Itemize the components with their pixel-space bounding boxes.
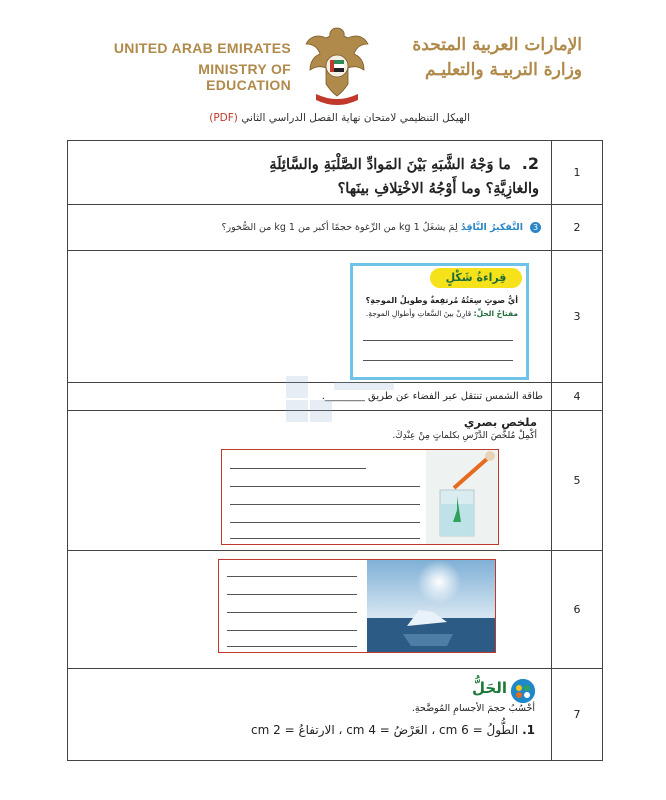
row2-content [68, 205, 552, 251]
critical-thinking-icon: 3 [530, 222, 541, 233]
row1-number: 1 [552, 141, 603, 205]
key-label: مفتاحُ الحلِّ: [473, 309, 518, 318]
row7-content [68, 669, 552, 761]
table-row [68, 669, 603, 761]
answer-line [230, 522, 420, 523]
water-glass-photo [426, 450, 498, 544]
table-row [68, 551, 603, 669]
answer-line [227, 612, 357, 613]
table-row [68, 205, 603, 251]
answer-line [230, 504, 420, 505]
exam-subtitle [150, 112, 470, 124]
header-en-line2: MINISTRY OF EDUCATION [198, 61, 291, 93]
answer-line [230, 468, 366, 469]
row1-q-number: 2. [521, 154, 539, 173]
subtitle-text: الهيكل التنظيمي لامتحان نهاية الفصل الدراسي الثاني [241, 112, 470, 124]
row1-line2: والغازِيَّةِ؟ وما أَوْجُهُ الاخْتِلافِ بينَها؟ [337, 180, 539, 197]
row1-line1: ما وَجْهُ الشَّبَهِ بَيْنَ المَوادِّ الصَّلْبَةِ والسَّائِلَةِ [269, 156, 511, 173]
row2-question [68, 222, 551, 233]
row1-question [68, 144, 551, 201]
visual-summary-instruction: أكْمِلْ مُلخَّصَ الدَّرْسِ بكلماتٍ مِنْ عِنْدِكَ. [392, 431, 537, 441]
subtitle-pdf-tag: (PDF) [209, 112, 238, 124]
answer-line [227, 576, 357, 577]
answer-line [363, 340, 513, 341]
iceberg-photo [367, 560, 495, 652]
solution-item [251, 723, 535, 737]
summary-box-water-density [218, 559, 496, 653]
row7-number: 7 [552, 669, 603, 761]
key-text: قارِنْ بينَ السَّعاتِ وأطوالِ الموجةِ. [365, 309, 472, 318]
header-ar-line2: وزارة التربيـة والتعليـم [425, 60, 582, 80]
row4-question: طاقة الشمس تنتقل عبر الفضاء عن طريق ________. [321, 391, 543, 402]
visual-summary-title: ملخص بصري [463, 415, 537, 429]
row2-label: التَّفكيرُ النَّاقِدُ [460, 222, 523, 233]
answer-line [227, 594, 357, 595]
answer-line [230, 538, 420, 539]
answer-line [227, 646, 357, 647]
answer-line [363, 360, 513, 361]
row3-content [68, 251, 552, 383]
uae-emblem-icon [304, 22, 370, 108]
reading-figure-question: أيُّ صوتٍ سِعَتُهُ مُرتفِعةٌ وطويلُ الموجةِ؟ [365, 296, 518, 305]
row3-number: 3 [552, 251, 603, 383]
row1-content [68, 141, 552, 205]
header-en-line1: UNITED ARAB EMIRATES [113, 40, 291, 56]
row2-text: لِمَ يشغَلُ 1 kg من الرِّغوة حجمًا أكبر من 1 kg من الصُّخور؟ [221, 222, 458, 233]
solution-item-number: 1. [522, 723, 535, 737]
row4-number: 4 [552, 383, 603, 411]
reading-figure-key [358, 309, 518, 318]
exam-structure-table [67, 140, 603, 761]
reading-figure-tab: قِراءةُ شَكْلٍ [430, 268, 522, 288]
row6-number: 6 [552, 551, 603, 669]
reading-figure-box [350, 263, 529, 380]
answer-line [227, 630, 357, 631]
row2-number: 2 [552, 205, 603, 251]
solution-icon [511, 679, 535, 703]
page-header [0, 20, 666, 120]
watermark-logo-icon [276, 372, 406, 442]
table-row [68, 251, 603, 383]
solution-title: الحَلُّ [472, 679, 507, 697]
row6-content [68, 551, 552, 669]
table-row [68, 141, 603, 205]
answer-line [230, 486, 420, 487]
header-ar-line1: الإمارات العربية المتحدة [412, 35, 582, 55]
solution-instruction: أحْسُبُ حجمَ الأجسامِ المُوضَّحةِ. [411, 703, 535, 714]
summary-box-water-properties [221, 449, 499, 545]
solution-item-text: الطُّولُ = 6 cm ، العَرْضُ = 4 cm ، الارتفاعُ = 2 cm [251, 723, 519, 737]
row5-number: 5 [552, 411, 603, 551]
